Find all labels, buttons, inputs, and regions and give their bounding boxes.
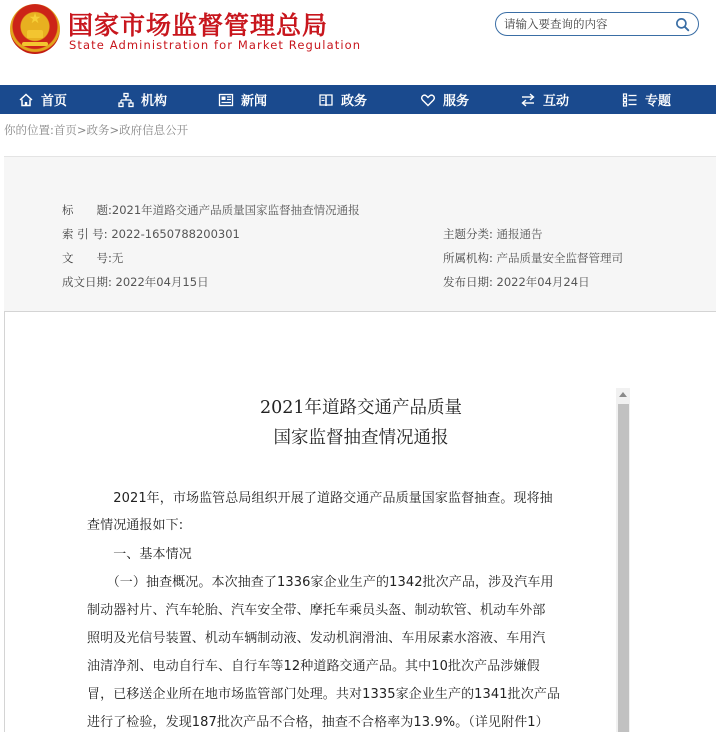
document-paragraph-line: 进行了检验，发现187批次产品不合格，抽查不合格率为13.9%。（详见附件1） <box>87 715 549 730</box>
document-paragraph-line: 查情况通报如下: <box>87 518 184 533</box>
document-title-line-2: 国家监督抽查情况通报 <box>273 428 449 448</box>
document-section-heading: 一、基本情况 <box>87 547 192 562</box>
main-nav <box>0 85 716 114</box>
emblem-gate-icon <box>27 30 43 38</box>
breadcrumb-separator: > <box>109 123 120 137</box>
news-icon <box>218 92 234 108</box>
document-paragraph-line: 油清净剂、电动自行车、自行车等12种道路交通产品。其中10批次产品涉嫌假 <box>87 659 540 674</box>
home-icon <box>18 92 34 108</box>
breadcrumb-government-affairs[interactable]: 政务 <box>86 123 110 137</box>
nav-item-government-affairs[interactable] <box>318 85 367 114</box>
government-affairs-icon <box>318 92 334 108</box>
nav-item-home[interactable] <box>18 85 67 114</box>
breadcrumb-separator: > <box>76 123 87 137</box>
info-title-value: 2021年道路交通产品质量国家监督抽查情况通报 <box>111 203 360 217</box>
document-paragraph-line: 冒，已移送企业所在地市场监管部门处理。共对1335家企业生产的1341批次产品 <box>87 687 561 702</box>
search-input[interactable] <box>504 15 674 33</box>
emblem-star-icon: ★ <box>28 11 42 27</box>
scrollbar-thumb[interactable] <box>618 404 629 732</box>
site-title-english[interactable]: State Administration for Market Regulation <box>69 38 362 52</box>
topics-icon <box>622 92 638 108</box>
info-title-row <box>62 202 360 218</box>
breadcrumb <box>4 122 188 138</box>
nav-item-topics[interactable] <box>622 85 671 114</box>
document-title-line-1: 2021年道路交通产品质量 <box>259 398 463 418</box>
emblem-base-icon <box>22 42 48 46</box>
nav-item-label: 服务 <box>443 94 470 109</box>
nav-item-label: 机构 <box>141 94 168 109</box>
document-content-frame <box>4 311 716 732</box>
info-published-value: 2022年04月24日 <box>496 275 590 289</box>
document-paragraph-line: 照明及光信号装置、机动车辆制动液、发动机润滑油、车用尿素水溶液、车用汽 <box>87 631 546 646</box>
info-created-row <box>62 274 209 290</box>
nav-item-label: 互动 <box>543 94 570 109</box>
info-index-value: 2022-1650788200301 <box>111 227 240 241</box>
info-topic-value: 通报通告 <box>496 227 543 241</box>
site-header <box>0 0 716 84</box>
info-docno-row <box>62 250 123 266</box>
nav-item-services[interactable] <box>420 85 469 114</box>
info-docno-value: 无 <box>111 251 124 265</box>
nav-item-label: 政务 <box>341 94 368 109</box>
document-paragraph-line: （一）抽查概况。本次抽查了1336家企业生产的1342批次产品，涉及汽车用 <box>87 575 554 590</box>
document-paragraph-line: 制动器衬片、汽车轮胎、汽车安全带、摩托车乘员头盔、制动软管、机动车外部 <box>87 603 546 618</box>
document-info-panel <box>4 156 716 312</box>
info-org-row <box>443 250 623 266</box>
organization-icon <box>118 92 134 108</box>
scrollbar-up-arrow[interactable] <box>616 388 630 402</box>
info-created-value: 2022年04月15日 <box>115 275 209 289</box>
site-title-chinese[interactable]: 国家市场监督管理总局 <box>68 11 329 40</box>
search-icon[interactable] <box>675 17 690 32</box>
info-topic-label: 主题分类: <box>443 227 493 241</box>
nav-item-label: 首页 <box>41 94 68 109</box>
info-published-label: 发布日期: <box>443 275 493 289</box>
info-topic-row <box>443 226 543 242</box>
breadcrumb-prefix: 你的位置: <box>4 123 54 137</box>
nav-item-organization[interactable] <box>118 85 167 114</box>
nav-item-label: 新闻 <box>241 94 268 109</box>
nav-item-interaction[interactable] <box>520 85 569 114</box>
info-org-value: 产品质量安全监督管理司 <box>496 251 624 265</box>
national-emblem-icon[interactable] <box>10 4 60 54</box>
info-org-label: 所属机构: <box>443 251 493 265</box>
info-index-label: 索 引 号: <box>62 227 108 241</box>
heart-icon <box>420 92 436 108</box>
nav-item-label: 专题 <box>645 94 672 109</box>
info-title-label: 标 题: <box>62 203 112 217</box>
interaction-icon <box>520 92 536 108</box>
breadcrumb-home[interactable]: 首页 <box>53 123 77 137</box>
search-box <box>495 12 699 36</box>
document-paragraph-line: 2021年，市场监管总局组织开展了道路交通产品质量国家监督抽查。现将抽 <box>87 491 553 506</box>
info-published-row <box>443 274 590 290</box>
info-index-row <box>62 226 240 242</box>
breadcrumb-gov-info-disclosure[interactable]: 政府信息公开 <box>119 123 189 137</box>
nav-item-news[interactable] <box>218 85 267 114</box>
info-created-label: 成文日期: <box>62 275 112 289</box>
info-docno-label: 文 号: <box>62 251 112 265</box>
